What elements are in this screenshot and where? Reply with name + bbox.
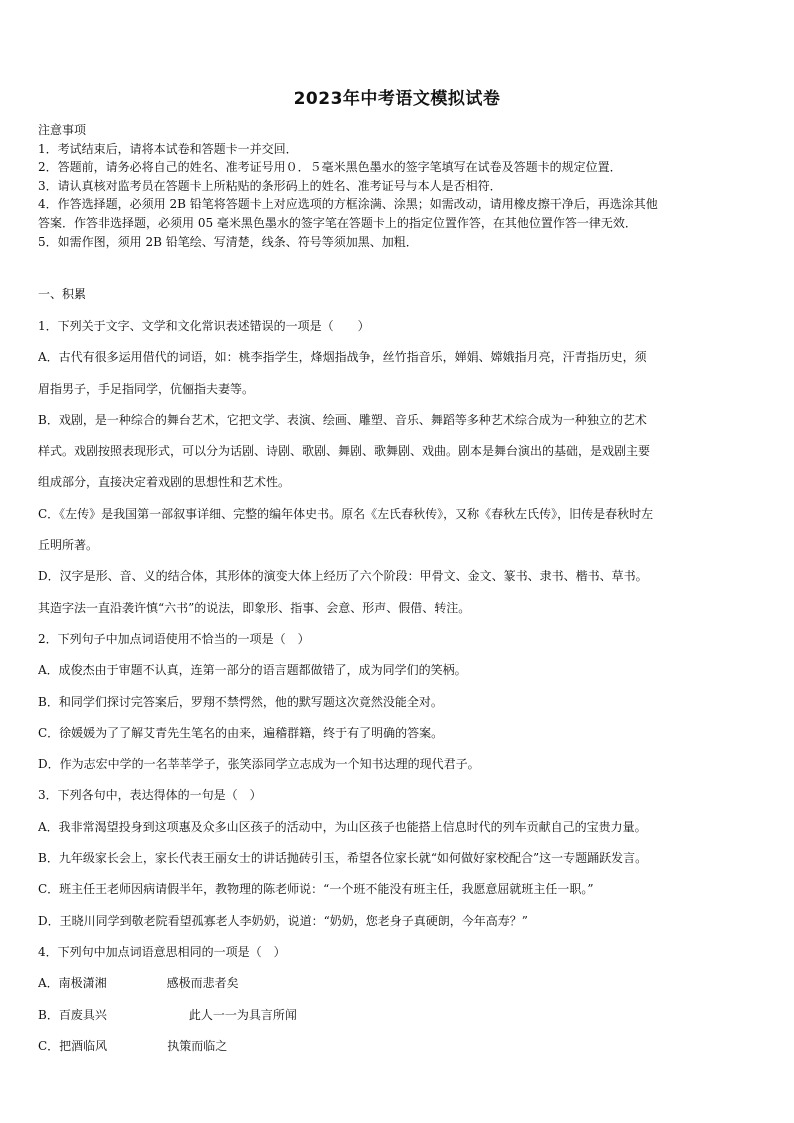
question-1-option-b-cont: 组成部分，直接决定着戏剧的思想性和艺术性。 bbox=[38, 475, 291, 490]
option-a-right: 感极而悲者矣 bbox=[166, 976, 239, 991]
notice-heading: 注意事项 bbox=[38, 123, 87, 137]
question-4-option-c bbox=[38, 1031, 760, 1062]
question-1-option-a-cont: 眉指男子，手足指同学，伉俪指夫妻等。 bbox=[38, 381, 255, 396]
notice-line: 3．请认真核对监考员在答题卡上所粘贴的条形码上的姓名、准考证号与本人是否相符． bbox=[38, 178, 502, 193]
question-1-option-d: D．汉字是形、音、义的结合体，其形体的演变大体上经历了六个阶段：甲骨文、金文、篆书、隶书、楷书、草书。 bbox=[38, 569, 648, 584]
notice-line: 答案．作答非选择题，必须用 05 毫米黑色墨水的签字笔在答题卡上的指定位置作答，在其他位置作答一律无效． bbox=[38, 215, 637, 230]
option-c-left: C．把酒临风 bbox=[38, 1038, 108, 1053]
question-3-option-b: B．九年级家长会上，家长代表王丽女士的讲话抛砖引玉，希望各位家长就“如何做好家校配合”这一专题踊跃发言。 bbox=[38, 851, 648, 866]
section-heading: 一、积累 bbox=[38, 287, 87, 301]
question-3-stem: 3．下列各句中，表达得体的一句是（ ） bbox=[38, 788, 262, 803]
question-1-option-b-cont: 样式。戏剧按照表现形式，可以分为话剧、诗剧、歌剧、舞剧、歌舞剧、戏曲。剧本是舞台演出的基础，是戏剧主要 bbox=[38, 444, 651, 459]
question-4-option-a bbox=[38, 968, 760, 999]
question-2-option-b: B．和同学们探讨完答案后，罗翔不禁愕然，他的默写题这次竟然没能全对。 bbox=[38, 694, 443, 709]
notice-line: 4．作答选择题，必须用 2B 铅笔将答题卡上对应选项的方框涂满、涂黑；如需改动，请用橡皮擦干净后，再选涂其他 bbox=[38, 197, 658, 212]
questions-body bbox=[38, 311, 760, 1062]
notice-block bbox=[38, 121, 760, 251]
option-b-left: B．百废具兴 bbox=[38, 1007, 107, 1022]
question-2-stem: 2．下列句子中加点词语使用不恰当的一项是（ ） bbox=[38, 631, 310, 646]
option-b-right: 此人一一为具言所闻 bbox=[188, 1007, 297, 1022]
question-3-option-c: C．班主任王老师因病请假半年，教物理的陈老师说：“一个班不能没有班主任，我愿意屈就班主任一职。” bbox=[38, 882, 594, 897]
question-1-option-c: C．《左传》是我国第一部叙事详细、完整的编年体史书。原名《左氏春秋传》，又称《春秋左氏传》，旧传是春秋时左 bbox=[38, 506, 654, 521]
question-1-option-c-cont: 丘明所著。 bbox=[38, 538, 99, 553]
question-1-option-a: A．古代有很多运用借代的词语，如：桃李指学生，烽烟指战争，丝竹指音乐，婵娟、嫦娥指月亮，汗青指历史，须 bbox=[38, 350, 647, 365]
question-2-option-a: A．成俊杰由于审题不认真，连第一部分的语言题都做错了，成为同学们的笑柄。 bbox=[38, 663, 467, 678]
question-1-option-d-cont: 其造字法一直沿袭许慎“六书”的说法，即象形、指事、会意、形声、假借、转注。 bbox=[38, 600, 471, 615]
question-2-option-d: D．作为志宏中学的一名莘莘学子，张笑添同学立志成为一个知书达理的现代君子。 bbox=[38, 757, 480, 772]
question-4-option-b bbox=[38, 1000, 760, 1031]
notice-line: 2．答题前，请务必将自己的姓名、准考证号用０．５毫米黑色墨水的签字笔填写在试卷及答题卡的规定位置． bbox=[38, 160, 622, 175]
question-4-stem: 4．下列句中加点词语意思相同的一项是（ ） bbox=[38, 944, 286, 959]
page-title: 2023年中考语文模拟试卷 bbox=[293, 89, 501, 109]
question-1-option-b: B．戏剧，是一种综合的舞台艺术，它把文学、表演、绘画、雕塑、音乐、舞蹈等多种艺术综合成为一种独立的艺术 bbox=[38, 412, 647, 427]
question-3-option-a: A．我非常渴望投身到这项惠及众多山区孩子的活动中，为山区孩子也能搭上信息时代的列车贡献自己的宝贵力量。 bbox=[38, 819, 647, 834]
notice-line: 5．如需作图，须用 2B 铅笔绘、写清楚，线条、符号等须加黑、加粗． bbox=[38, 234, 418, 249]
question-3-option-d: D．王晓川同学到敬老院看望孤寡老人李奶奶，说道：“奶奶，您老身子真硬朗，今年高寿？” bbox=[38, 913, 528, 928]
notice-line: 1．考试结束后，请将本试卷和答题卡一并交回． bbox=[38, 141, 298, 156]
option-c-right: 执策而临之 bbox=[167, 1038, 228, 1053]
question-1-stem: 1．下列关于文字、文学和文化常识表述错误的一项是（ ） bbox=[38, 319, 370, 333]
option-a-left: A．南极潇湘 bbox=[38, 976, 107, 991]
question-2-option-c: C．徐媛媛为了了解艾青先生笔名的由来，遍稽群籍，终于有了明确的答案。 bbox=[38, 725, 444, 740]
